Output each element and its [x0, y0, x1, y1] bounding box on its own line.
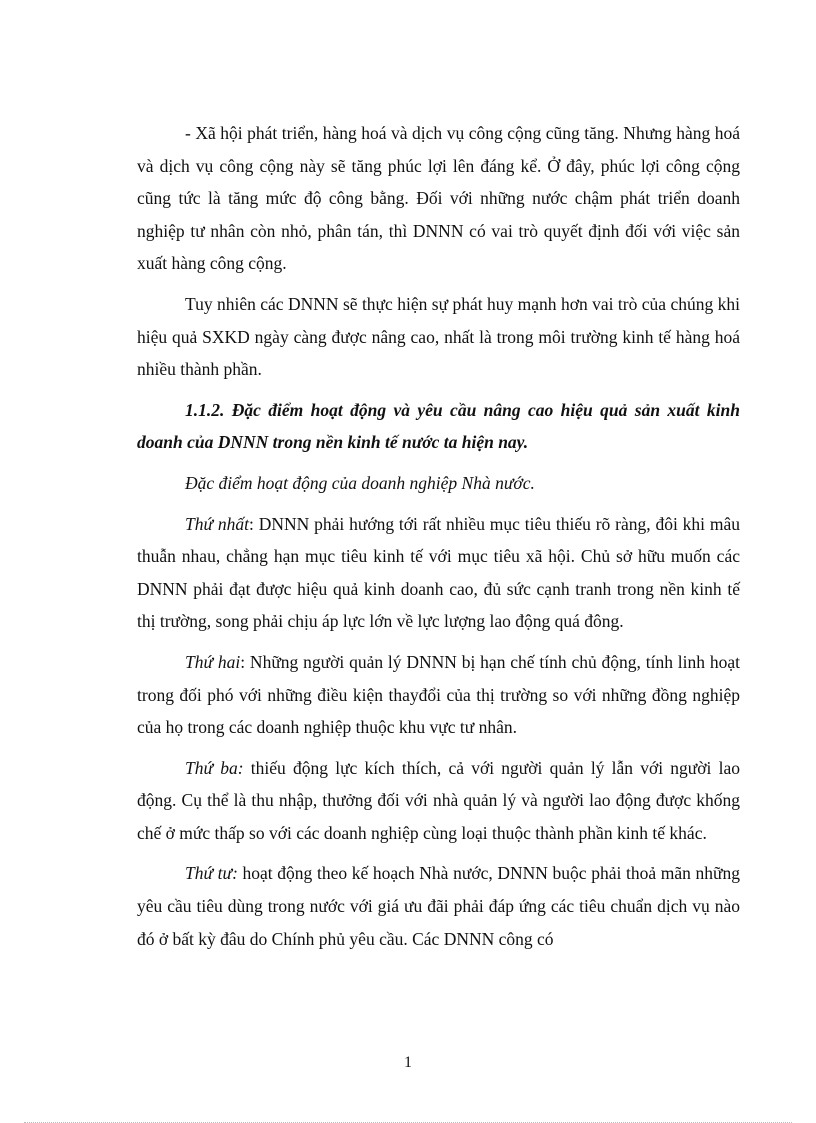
- paragraph-however: Tuy nhiên các DNNN sẽ thực hiện sự phát huy mạnh hơn vai trò của chúng khi hiệu quả SXKD ngày càng được nâng cao, nhất là trong môi trường kinh tế hàng hoá nhiều thành phần.: [137, 293, 740, 380]
- point-second-text: : Những người quản lý DNNN bị hạn chế tính chủ động, tính linh hoạt trong đối phó với những điều kiện thayđổi của thị trường so với những đồng nghiệp của họ trong các doanh nghiệp thuộc khu vực tư nhân.: [137, 651, 740, 738]
- point-third: [137, 752, 740, 850]
- point-fourth-text: hoạt động theo kế hoạch Nhà nước, DNNN buộc phải thoả mãn những yêu cầu tiêu dùng trong nước với giá ưu đãi phải đáp ứng các tiêu chuẩn dịch vụ nào đó ở bất kỳ đâu do Chính phủ yêu cầu. Các DNNN công có: [137, 863, 740, 949]
- point-second-lead: Thứ hai: [185, 651, 241, 672]
- point-first-text: : DNNN phải hướng tới rất nhiều mục tiêu thiếu rõ ràng, đôi khi mâu thuẫn nhau, chẳng hạn mục tiêu kinh tế với mục tiêu xã hội. Chủ sở hữu muốn các DNNN phải đạt được hiệu quả kinh doanh cao, đủ sức cạnh tranh trong nền kinh tế thị trường, song phải chịu áp lực lớn về lực lượng lao động quá đông.: [137, 513, 740, 632]
- section-subheading: Đặc điểm hoạt động của doanh nghiệp Nhà nước.: [185, 472, 535, 493]
- point-second: [137, 646, 740, 744]
- page-number: 1: [404, 1054, 412, 1071]
- point-third-lead: Thứ ba:: [185, 757, 244, 778]
- point-fourth-lead: Thứ tư:: [185, 863, 238, 884]
- document-body: [137, 117, 740, 963]
- point-fourth: [137, 857, 740, 955]
- section-heading: 1.1.2. Đặc điểm hoạt động và yêu cầu nâng cao hiệu quả sản xuất kinh doanh của DNNN trong nền kinh tế nước ta hiện nay.: [137, 399, 740, 453]
- point-first: [137, 508, 740, 638]
- point-third-text: thiếu động lực kích thích, cả với người quản lý lẫn với người lao động. Cụ thể là thu nhập, thưởng đối với nhà quản lý và người lao động được khống chế ở mức thấp so với các doanh nghiệp cùng loại thuộc thành phần kinh tế khác.: [137, 757, 740, 843]
- point-first-lead: Thứ nhất: [185, 513, 249, 534]
- paragraph-social-development: - Xã hội phát triển, hàng hoá và dịch vụ công cộng cũng tăng. Nhưng hàng hoá và dịch vụ công cộng này sẽ tăng phúc lợi lên đáng kể. Ở đây, phúc lợi công cộng cũng tức là tăng mức độ công bằng. Đối với những nước chậm phát triển doanh nghiệp tư nhân còn nhỏ, phân tán, thì DNNN có vai trò quyết định đối với việc sản xuất hàng công cộng.: [137, 123, 740, 274]
